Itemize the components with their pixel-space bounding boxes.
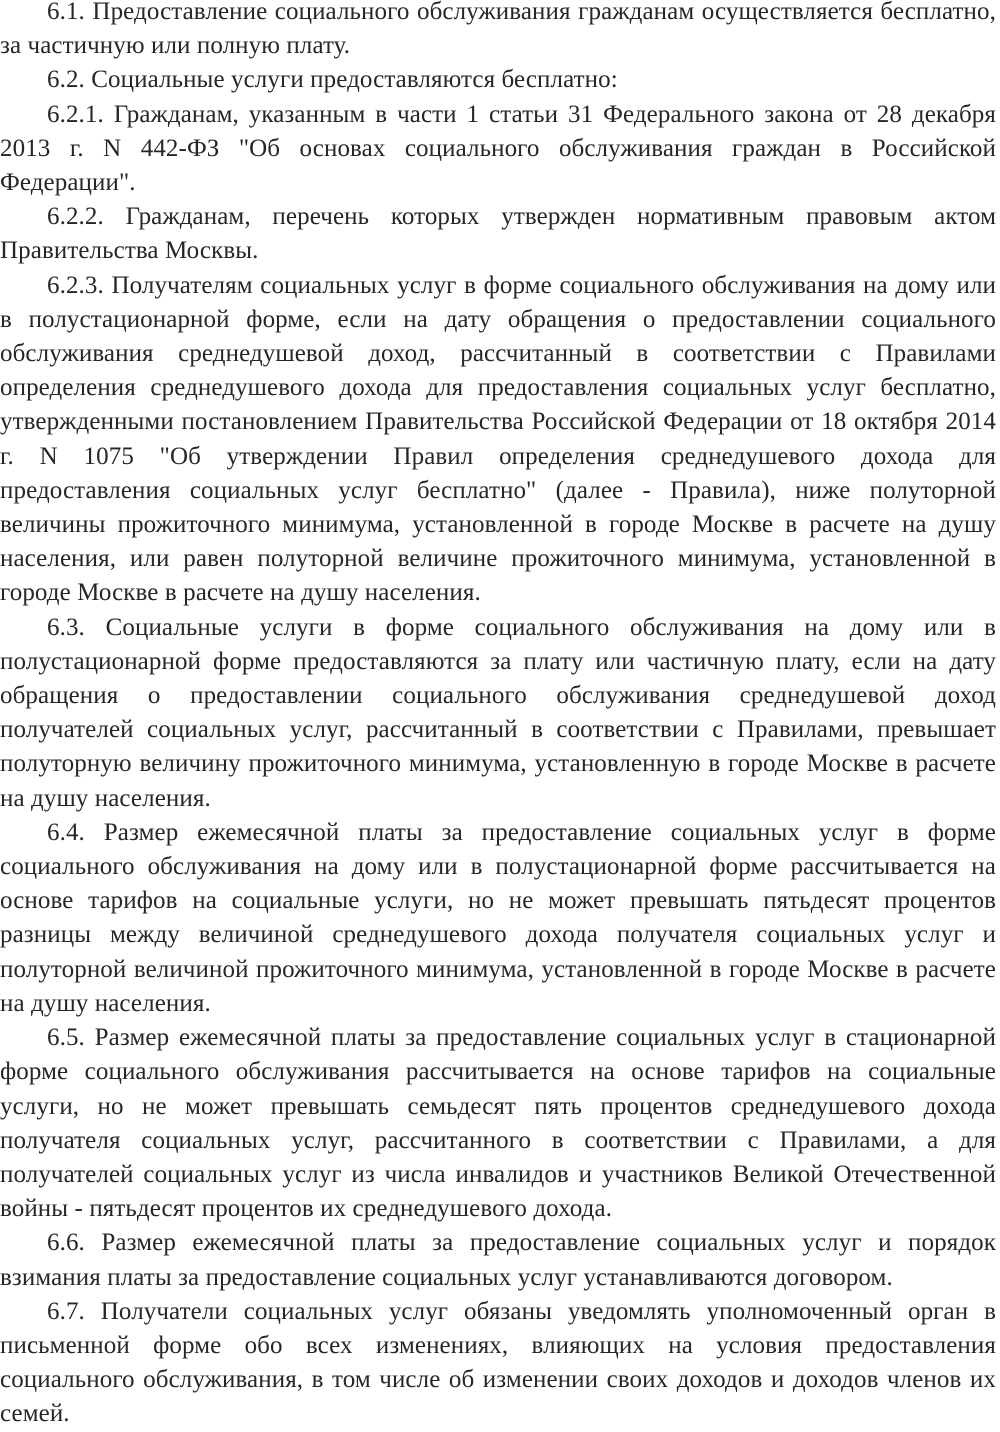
paragraph-6-2: 6.2. Социальные услуги предоставляются бесплатно: <box>47 66 618 94</box>
paragraph-6-4: 6.4. Размер ежемесячной платы за предоставление социальных услуг в форме социального обслуживания на дому или в полустационарной форме рассчитывается на основе тарифов на социальные услуги, но не может превышать пятьдесят процентов разницы между величиной среднедушевого дохода получателя социальных услуг и полуторной величиной прожиточного минимума, установленной в городе Москве в расчете на душу населения. <box>0 818 996 1017</box>
paragraph-6-5: 6.5. Размер ежемесячной платы за предоставление социальных услуг в стационарной форме социального обслуживания рассчитывается на основе тарифов на социальные услуги, но не может превышать семьдесят пять процентов среднедушевого дохода получателя социальных услуг, рассчитанного в соответствии с Правилами, а для получателей социальных услуг из числа инвалидов и участников Великой Отечественной войны - пятьдесят процентов их среднедушевого дохода. <box>0 1024 996 1223</box>
paragraph-6-7: 6.7. Получатели социальных услуг обязаны уведомлять уполномоченный орган в письменной форме обо всех изменениях, влияющих на условия предоставления социального обслуживания, в том числе об изменении своих доходов и доходов членов их семей. <box>0 1297 996 1428</box>
paragraph-6-2-2: 6.2.2. Гражданам, перечень которых утвержден нормативным правовым актом Правительства Москвы. <box>0 203 996 265</box>
paragraph-6-3: 6.3. Социальные услуги в форме социального обслуживания на дому или в полустационарной форме предоставляются за плату или частичную плату, если на дату обращения о предоставлении социального обслуживания среднедушевой доход получателей социальных услуг, рассчитанный в соответствии с Правилами, превышает полуторную величину прожиточного минимума, установленную в городе Москве в расчете на душу населения. <box>0 613 996 812</box>
paragraph-6-6: 6.6. Размер ежемесячной платы за предоставление социальных услуг и порядок взимания платы за предоставление социальных услуг устанавливаются договором. <box>0 1229 996 1291</box>
paragraph-6-2-3: 6.2.3. Получателям социальных услуг в форме социального обслуживания на дому или в полустационарной форме, если на дату обращения о предоставлении социального обслуживания среднедушевой доход, рассчитанный в соответствии с Правилами определения среднедушевого дохода для предоставления социальных услуг бесплатно, утвержденными постановлением Правительства Российской Федерации от 18 октября 2014 г. N 1075 "Об утверждении Правил определения среднедушевого дохода для предоставления социальных услуг бесплатно" (далее - Правила), ниже полуторной величины прожиточного минимума, установленной в городе Москве в расчете на душу населения, или равен полуторной величине прожиточного минимума, установленной в городе Москве в расчете на душу населения. <box>0 271 996 607</box>
paragraph-6-2-1: 6.2.1. Гражданам, указанным в части 1 статьи 31 Федерального закона от 28 декабря 2013 г. N 442-ФЗ "Об основах социального обслуживания граждан в Российской Федерации". <box>0 100 996 197</box>
paragraph-6-1: 6.1. Предоставление социального обслуживания гражданам осуществляется бесплатно, за частичную или полную плату. <box>0 0 996 60</box>
